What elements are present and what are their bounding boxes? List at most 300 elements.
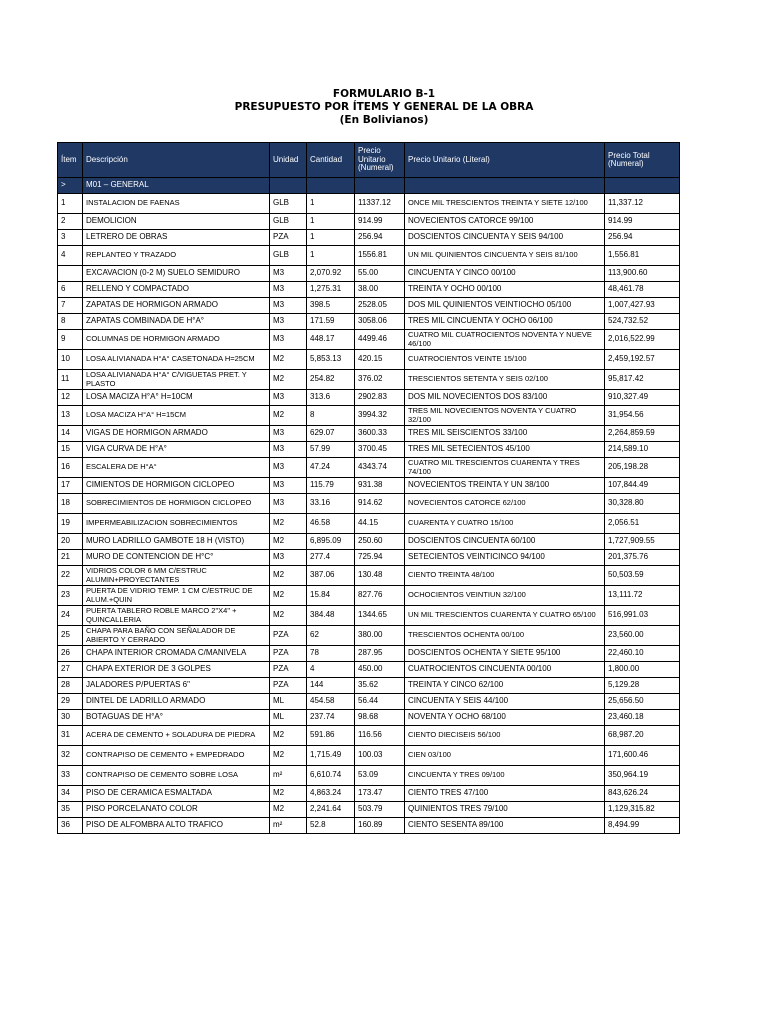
cell-quantity: 629.07	[307, 426, 355, 442]
cell-total-price: 1,800.00	[605, 662, 680, 678]
cell-quantity: 115.79	[307, 478, 355, 494]
cell-quantity: 454.58	[307, 694, 355, 710]
cell-unit: M2	[270, 746, 307, 766]
cell-total-price: 1,007,427.93	[605, 298, 680, 314]
cell-quantity: 1	[307, 194, 355, 214]
cell-quantity: 52.8	[307, 818, 355, 834]
cell-unit-price-literal: CIENTO DIECISEIS 56/100	[405, 726, 605, 746]
cell-quantity: 387.06	[307, 566, 355, 586]
cell-item: 12	[58, 390, 83, 406]
table-row	[58, 426, 680, 442]
cell-unit-price: 420.15	[355, 350, 405, 370]
cell-item: 1	[58, 194, 83, 214]
cell-item: 27	[58, 662, 83, 678]
cell-unit: m²	[270, 818, 307, 834]
cell-unit: M2	[270, 606, 307, 626]
cell-item: 18	[58, 494, 83, 514]
cell-unit-price: 450.00	[355, 662, 405, 678]
table-row	[58, 802, 680, 818]
cell-unit-price: 250.60	[355, 534, 405, 550]
cell-item: 3	[58, 230, 83, 246]
cell-description: IMPERMEABILIZACION SOBRECIMIENTOS	[83, 514, 270, 534]
cell-unit: M2	[270, 406, 307, 426]
cell-total-price: 214,589.10	[605, 442, 680, 458]
cell-unit-price-literal: CUATRO MIL TRESCIENTOS CUARENTA Y TRES 74/100	[405, 458, 605, 478]
cell-unit-price: 2528.05	[355, 298, 405, 314]
table-row	[58, 230, 680, 246]
cell-unit-price: 173.47	[355, 786, 405, 802]
cell-unit: M2	[270, 802, 307, 818]
cell-quantity: 15.84	[307, 586, 355, 606]
cell-unit-price: 38.00	[355, 282, 405, 298]
cell-quantity: 1	[307, 214, 355, 230]
cell-unit-price-literal: QUINIENTOS TRES 79/100	[405, 802, 605, 818]
table-body	[58, 178, 680, 834]
col-header-item: Ítem	[58, 143, 83, 178]
cell-description: LOSA ALIVIANADA H°A° C/VIGUETAS PRET. Y PLASTO	[83, 370, 270, 390]
cell-item: 17	[58, 478, 83, 494]
cell-total-price: 50,503.59	[605, 566, 680, 586]
cell-item: 36	[58, 818, 83, 834]
cell-quantity: 6,895.09	[307, 534, 355, 550]
cell-total-price: 205,198.28	[605, 458, 680, 478]
cell-total-price: 13,111.72	[605, 586, 680, 606]
cell-total-price: 256.94	[605, 230, 680, 246]
col-header-unit: Unidad	[270, 143, 307, 178]
cell-item: 24	[58, 606, 83, 626]
cell-total-price: 201,375.76	[605, 550, 680, 566]
cell-unit-price: 160.89	[355, 818, 405, 834]
section-marker: >	[58, 178, 83, 194]
cell-quantity: 254.82	[307, 370, 355, 390]
cell-description: RELLENO Y COMPACTADO	[83, 282, 270, 298]
cell-unit-price-literal: CUATRO MIL CUATROCIENTOS NOVENTA Y NUEVE 46/100	[405, 330, 605, 350]
cell-unit-price: 44.15	[355, 514, 405, 534]
table-row	[58, 646, 680, 662]
cell-unit-price: 914.99	[355, 214, 405, 230]
table-row	[58, 606, 680, 626]
cell-unit-price-literal: CINCUENTA Y TRES 09/100	[405, 766, 605, 786]
cell-description: SOBRECIMIENTOS DE HORMIGON CICLOPEO	[83, 494, 270, 514]
cell-item: 32	[58, 746, 83, 766]
cell-quantity: 8	[307, 406, 355, 426]
cell-description: LOSA ALIVIANADA H°A° CASETONADA H=25CM	[83, 350, 270, 370]
cell-total-price: 1,556.81	[605, 246, 680, 266]
table-row	[58, 710, 680, 726]
cell-description: CHAPA PARA BAÑO CON SEÑALADOR DE ABIERTO Y CERRADO	[83, 626, 270, 646]
cell-unit-price-literal: SETECIENTOS VEINTICINCO 94/100	[405, 550, 605, 566]
cell-unit-price: 116.56	[355, 726, 405, 746]
cell-item: 15	[58, 442, 83, 458]
table-header-row	[58, 143, 680, 178]
form-subtitle: PRESUPUESTO POR ÍTEMS Y GENERAL DE LA OBRA	[234, 101, 534, 113]
cell-description: ZAPATAS COMBINADA DE H°A°	[83, 314, 270, 330]
cell-unit-price: 256.94	[355, 230, 405, 246]
cell-total-price: 1,727,909.55	[605, 534, 680, 550]
cell-unit-price-literal: NOVECIENTOS TREINTA Y UN 38/100	[405, 478, 605, 494]
col-header-unit-price-numeral: Precio Unitario (Numeral)	[355, 143, 405, 178]
cell-unit-price: 3058.06	[355, 314, 405, 330]
cell-quantity: 47.24	[307, 458, 355, 478]
table-row	[58, 626, 680, 646]
document-title-block	[0, 88, 768, 127]
cell-total-price: 31,954.56	[605, 406, 680, 426]
cell-total-price: 2,016,522.99	[605, 330, 680, 350]
cell-unit-price: 98.68	[355, 710, 405, 726]
cell-unit: M3	[270, 390, 307, 406]
cell-description: COLUMNAS DE HORMIGON ARMADO	[83, 330, 270, 350]
col-header-unit-price-literal: Precio Unitario (Literal)	[405, 143, 605, 178]
cell-unit-price-literal: TREINTA Y CINCO 62/100	[405, 678, 605, 694]
cell-unit: PZA	[270, 662, 307, 678]
cell-item: 33	[58, 766, 83, 786]
cell-total-price: 22,460.10	[605, 646, 680, 662]
cell-quantity: 398.5	[307, 298, 355, 314]
cell-unit: M3	[270, 330, 307, 350]
cell-item: 14	[58, 426, 83, 442]
cell-unit-price: 287.95	[355, 646, 405, 662]
cell-description: PISO DE CERAMICA ESMALTADA	[83, 786, 270, 802]
cell-unit-price: 2902.83	[355, 390, 405, 406]
cell-item: 8	[58, 314, 83, 330]
cell-description: EXCAVACION (0-2 M) SUELO SEMIDURO	[83, 266, 270, 282]
cell-item: 13	[58, 406, 83, 426]
cell-unit: M2	[270, 350, 307, 370]
cell-item: 26	[58, 646, 83, 662]
cell-total-price: 23,560.00	[605, 626, 680, 646]
cell-item	[58, 266, 83, 282]
section-title: M01 – GENERAL	[83, 178, 270, 194]
cell-description: DEMOLICION	[83, 214, 270, 230]
cell-unit-price-literal: TRESCIENTOS SETENTA Y SEIS 02/100	[405, 370, 605, 390]
cell-description: INSTALACION DE FAENAS	[83, 194, 270, 214]
table-row	[58, 330, 680, 350]
cell-item: 35	[58, 802, 83, 818]
cell-description: BOTAGUAS DE H°A°	[83, 710, 270, 726]
cell-quantity: 591.86	[307, 726, 355, 746]
cell-item: 25	[58, 626, 83, 646]
table-row	[58, 786, 680, 802]
cell-unit-price: 1344.65	[355, 606, 405, 626]
cell-total-price: 2,056.51	[605, 514, 680, 534]
cell-unit-price: 725.94	[355, 550, 405, 566]
cell-description: MURO DE CONTENCION DE H°C°	[83, 550, 270, 566]
cell-unit-price: 931.38	[355, 478, 405, 494]
cell-unit-price-literal: NOVENTA Y OCHO 68/100	[405, 710, 605, 726]
cell-unit: M2	[270, 726, 307, 746]
cell-unit-price: 56.44	[355, 694, 405, 710]
cell-unit-price-literal: CIENTO TREINTA 48/100	[405, 566, 605, 586]
cell-total-price: 23,460.18	[605, 710, 680, 726]
table-row	[58, 586, 680, 606]
cell-unit: M3	[270, 458, 307, 478]
cell-description: JALADORES P/PUERTAS 6"	[83, 678, 270, 694]
cell-total-price: 8,494.99	[605, 818, 680, 834]
cell-unit: ML	[270, 710, 307, 726]
cell-quantity: 5,853.13	[307, 350, 355, 370]
cell-unit-price-literal: TREINTA Y OCHO 00/100	[405, 282, 605, 298]
cell-total-price: 171,600.46	[605, 746, 680, 766]
cell-total-price: 350,964.19	[605, 766, 680, 786]
table-row	[58, 442, 680, 458]
cell-quantity: 171.59	[307, 314, 355, 330]
cell-description: ACERA DE CEMENTO + SOLADURA DE PIEDRA	[83, 726, 270, 746]
cell-quantity: 1,275.31	[307, 282, 355, 298]
currency-note: (En Bolivianos)	[339, 114, 429, 126]
cell-item: 20	[58, 534, 83, 550]
cell-unit: M2	[270, 586, 307, 606]
cell-description: CONTRAPISO DE CEMENTO SOBRE LOSA	[83, 766, 270, 786]
cell-unit: M3	[270, 314, 307, 330]
cell-unit: M3	[270, 550, 307, 566]
cell-unit: M3	[270, 442, 307, 458]
cell-unit: GLB	[270, 246, 307, 266]
cell-unit-price-literal: TRESCIENTOS OCHENTA 00/100	[405, 626, 605, 646]
cell-description: CHAPA INTERIOR CROMADA C/MANIVELA	[83, 646, 270, 662]
cell-unit: M3	[270, 298, 307, 314]
cell-quantity: 1,715.49	[307, 746, 355, 766]
table-row	[58, 566, 680, 586]
cell-quantity: 277.4	[307, 550, 355, 566]
cell-unit: GLB	[270, 194, 307, 214]
cell-total-price: 516,991.03	[605, 606, 680, 626]
table-row	[58, 298, 680, 314]
cell-item: 23	[58, 586, 83, 606]
cell-unit: M2	[270, 566, 307, 586]
cell-unit-price-literal: CINCUENTA Y CINCO 00/100	[405, 266, 605, 282]
table-row	[58, 478, 680, 494]
cell-quantity: 62	[307, 626, 355, 646]
cell-total-price: 2,459,192.57	[605, 350, 680, 370]
cell-total-price: 843,626.24	[605, 786, 680, 802]
cell-unit-price: 55.00	[355, 266, 405, 282]
table-row	[58, 458, 680, 478]
cell-description: VIGAS DE HORMIGON ARMADO	[83, 426, 270, 442]
cell-total-price: 910,327.49	[605, 390, 680, 406]
budget-table	[57, 142, 680, 834]
cell-quantity: 237.74	[307, 710, 355, 726]
cell-unit-price: 914.62	[355, 494, 405, 514]
cell-unit: M3	[270, 282, 307, 298]
cell-unit: ML	[270, 694, 307, 710]
cell-total-price: 68,987.20	[605, 726, 680, 746]
cell-unit-price: 3700.45	[355, 442, 405, 458]
cell-unit-price: 3994.32	[355, 406, 405, 426]
cell-unit-price: 4499.46	[355, 330, 405, 350]
cell-quantity: 4	[307, 662, 355, 678]
cell-total-price: 95,817.42	[605, 370, 680, 390]
cell-unit-price: 1556.81	[355, 246, 405, 266]
cell-unit-price-literal: DOSCIENTOS CINCUENTA Y SEIS 94/100	[405, 230, 605, 246]
cell-unit: PZA	[270, 626, 307, 646]
cell-item: 4	[58, 246, 83, 266]
cell-unit-price: 503.79	[355, 802, 405, 818]
table-row	[58, 390, 680, 406]
col-header-description: Descripción	[83, 143, 270, 178]
cell-unit-price-literal: DOSCIENTOS OCHENTA Y SIETE 95/100	[405, 646, 605, 662]
cell-item: 6	[58, 282, 83, 298]
cell-total-price: 914.99	[605, 214, 680, 230]
cell-item: 10	[58, 350, 83, 370]
table-row	[58, 766, 680, 786]
cell-quantity: 78	[307, 646, 355, 662]
cell-quantity: 1	[307, 230, 355, 246]
cell-item: 28	[58, 678, 83, 694]
cell-description: MURO LADRILLO GAMBOTE 18 H (VISTO)	[83, 534, 270, 550]
table-row	[58, 494, 680, 514]
table-row	[58, 746, 680, 766]
cell-unit-price-literal: DOSCIENTOS CINCUENTA 60/100	[405, 534, 605, 550]
cell-unit-price-literal: UN MIL TRESCIENTOS CUARENTA Y CUATRO 65/100	[405, 606, 605, 626]
cell-quantity: 1	[307, 246, 355, 266]
cell-unit-price-literal: TRES MIL CINCUENTA Y OCHO 06/100	[405, 314, 605, 330]
cell-quantity: 4,863.24	[307, 786, 355, 802]
cell-unit-price-literal: TRES MIL NOVECIENTOS NOVENTA Y CUATRO 32/100	[405, 406, 605, 426]
cell-description: REPLANTEO Y TRAZADO	[83, 246, 270, 266]
cell-description: ESCALERA DE H°A°	[83, 458, 270, 478]
col-header-quantity: Cantidad	[307, 143, 355, 178]
cell-description: CONTRAPISO DE CEMENTO + EMPEDRADO	[83, 746, 270, 766]
table-row	[58, 694, 680, 710]
cell-unit-price: 53.09	[355, 766, 405, 786]
cell-unit-price: 376.02	[355, 370, 405, 390]
cell-unit-price-literal: DOS MIL QUINIENTOS VEINTIOCHO 05/100	[405, 298, 605, 314]
cell-unit-price: 4343.74	[355, 458, 405, 478]
cell-unit-price: 11337.12	[355, 194, 405, 214]
cell-item: 9	[58, 330, 83, 350]
table-row	[58, 350, 680, 370]
cell-description: PUERTA TABLERO ROBLE MARCO 2"X4" + QUINCALLERIA	[83, 606, 270, 626]
cell-quantity: 57.99	[307, 442, 355, 458]
table-row	[58, 514, 680, 534]
cell-quantity: 46.58	[307, 514, 355, 534]
cell-item: 34	[58, 786, 83, 802]
cell-total-price: 2,264,859.59	[605, 426, 680, 442]
cell-unit-price-literal: ONCE MIL TRESCIENTOS TREINTA Y SIETE 12/100	[405, 194, 605, 214]
cell-unit-price-literal: CIENTO TRES 47/100	[405, 786, 605, 802]
cell-description: LETRERO DE OBRAS	[83, 230, 270, 246]
table-row	[58, 246, 680, 266]
cell-unit-price-literal: CINCUENTA Y SEIS 44/100	[405, 694, 605, 710]
cell-quantity: 2,070.92	[307, 266, 355, 282]
cell-total-price: 48,461.78	[605, 282, 680, 298]
cell-unit-price-literal: CUATROCIENTOS VEINTE 15/100	[405, 350, 605, 370]
table-row	[58, 534, 680, 550]
cell-quantity: 33.16	[307, 494, 355, 514]
cell-unit: M3	[270, 478, 307, 494]
cell-item: 22	[58, 566, 83, 586]
col-header-total-price: Precio Total (Numeral)	[605, 143, 680, 178]
cell-unit-price: 100.03	[355, 746, 405, 766]
cell-unit: PZA	[270, 678, 307, 694]
cell-unit-price-literal: NOVECIENTOS CATORCE 62/100	[405, 494, 605, 514]
cell-total-price: 30,328.80	[605, 494, 680, 514]
cell-description: PISO DE ALFOMBRA ALTO TRAFICO	[83, 818, 270, 834]
cell-quantity: 384.48	[307, 606, 355, 626]
cell-total-price: 11,337.12	[605, 194, 680, 214]
cell-quantity: 144	[307, 678, 355, 694]
form-title: FORMULARIO B-1	[332, 88, 436, 100]
cell-unit: M3	[270, 426, 307, 442]
table-row	[58, 726, 680, 746]
cell-unit: PZA	[270, 230, 307, 246]
cell-description: DINTEL DE LADRILLO ARMADO	[83, 694, 270, 710]
section-row	[58, 178, 680, 194]
cell-item: 11	[58, 370, 83, 390]
cell-item: 21	[58, 550, 83, 566]
cell-item: 16	[58, 458, 83, 478]
cell-unit-price-literal: CUATROCIENTOS CINCUENTA 00/100	[405, 662, 605, 678]
cell-quantity: 313.6	[307, 390, 355, 406]
table-row	[58, 678, 680, 694]
cell-quantity: 6,610.74	[307, 766, 355, 786]
cell-unit: PZA	[270, 646, 307, 662]
table-row	[58, 314, 680, 330]
cell-unit-price: 827.76	[355, 586, 405, 606]
cell-unit: M2	[270, 786, 307, 802]
cell-item: 2	[58, 214, 83, 230]
cell-quantity: 448.17	[307, 330, 355, 350]
table-row	[58, 818, 680, 834]
cell-total-price: 1,129,315.82	[605, 802, 680, 818]
cell-unit-price-literal: TRES MIL SEISCIENTOS 33/100	[405, 426, 605, 442]
cell-description: CIMIENTOS DE HORMIGON CICLOPEO	[83, 478, 270, 494]
cell-item: 7	[58, 298, 83, 314]
cell-unit-price: 380.00	[355, 626, 405, 646]
cell-unit-price-literal: CIENTO SESENTA 89/100	[405, 818, 605, 834]
table-row	[58, 406, 680, 426]
cell-unit-price-literal: TRES MIL SETECIENTOS 45/100	[405, 442, 605, 458]
cell-item: 31	[58, 726, 83, 746]
cell-unit-price: 35.62	[355, 678, 405, 694]
cell-description: VIGA CURVA DE H°A°	[83, 442, 270, 458]
table-row	[58, 550, 680, 566]
table-row	[58, 662, 680, 678]
cell-item: 30	[58, 710, 83, 726]
table-row	[58, 194, 680, 214]
cell-total-price: 25,656.50	[605, 694, 680, 710]
cell-unit: M3	[270, 494, 307, 514]
cell-unit-price-literal: CUARENTA Y CUATRO 15/100	[405, 514, 605, 534]
cell-unit-price-literal: UN MIL QUINIENTOS CINCUENTA Y SEIS 81/100	[405, 246, 605, 266]
cell-unit-price-literal: CIEN 03/100	[405, 746, 605, 766]
cell-description: PUERTA DE VIDRIO TEMP. 1 CM C/ESTRUC DE ALUM.+QUIN	[83, 586, 270, 606]
cell-description: LOSA MACIZA H°A° H=15CM	[83, 406, 270, 426]
table-row	[58, 282, 680, 298]
cell-item: 19	[58, 514, 83, 534]
cell-total-price: 107,844.49	[605, 478, 680, 494]
cell-description: PISO PORCELANATO COLOR	[83, 802, 270, 818]
cell-unit-price-literal: OCHOCIENTOS VEINTIUN 32/100	[405, 586, 605, 606]
cell-total-price: 524,732.52	[605, 314, 680, 330]
cell-unit-price-literal: DOS MIL NOVECIENTOS DOS 83/100	[405, 390, 605, 406]
cell-unit-price: 3600.33	[355, 426, 405, 442]
cell-unit-price-literal: NOVECIENTOS CATORCE 99/100	[405, 214, 605, 230]
cell-unit: M3	[270, 266, 307, 282]
table-row	[58, 370, 680, 390]
cell-description: CHAPA EXTERIOR DE 3 GOLPES	[83, 662, 270, 678]
cell-total-price: 113,900.60	[605, 266, 680, 282]
cell-unit: GLB	[270, 214, 307, 230]
cell-unit: M2	[270, 370, 307, 390]
table-row	[58, 214, 680, 230]
cell-description: VIDRIOS COLOR 6 MM C/ESTRUC ALUMIN+PROYECTANTES	[83, 566, 270, 586]
cell-item: 29	[58, 694, 83, 710]
cell-unit-price: 130.48	[355, 566, 405, 586]
cell-description: LOSA MACIZA H°A° H=10CM	[83, 390, 270, 406]
cell-quantity: 2,241.64	[307, 802, 355, 818]
cell-unit: M2	[270, 514, 307, 534]
